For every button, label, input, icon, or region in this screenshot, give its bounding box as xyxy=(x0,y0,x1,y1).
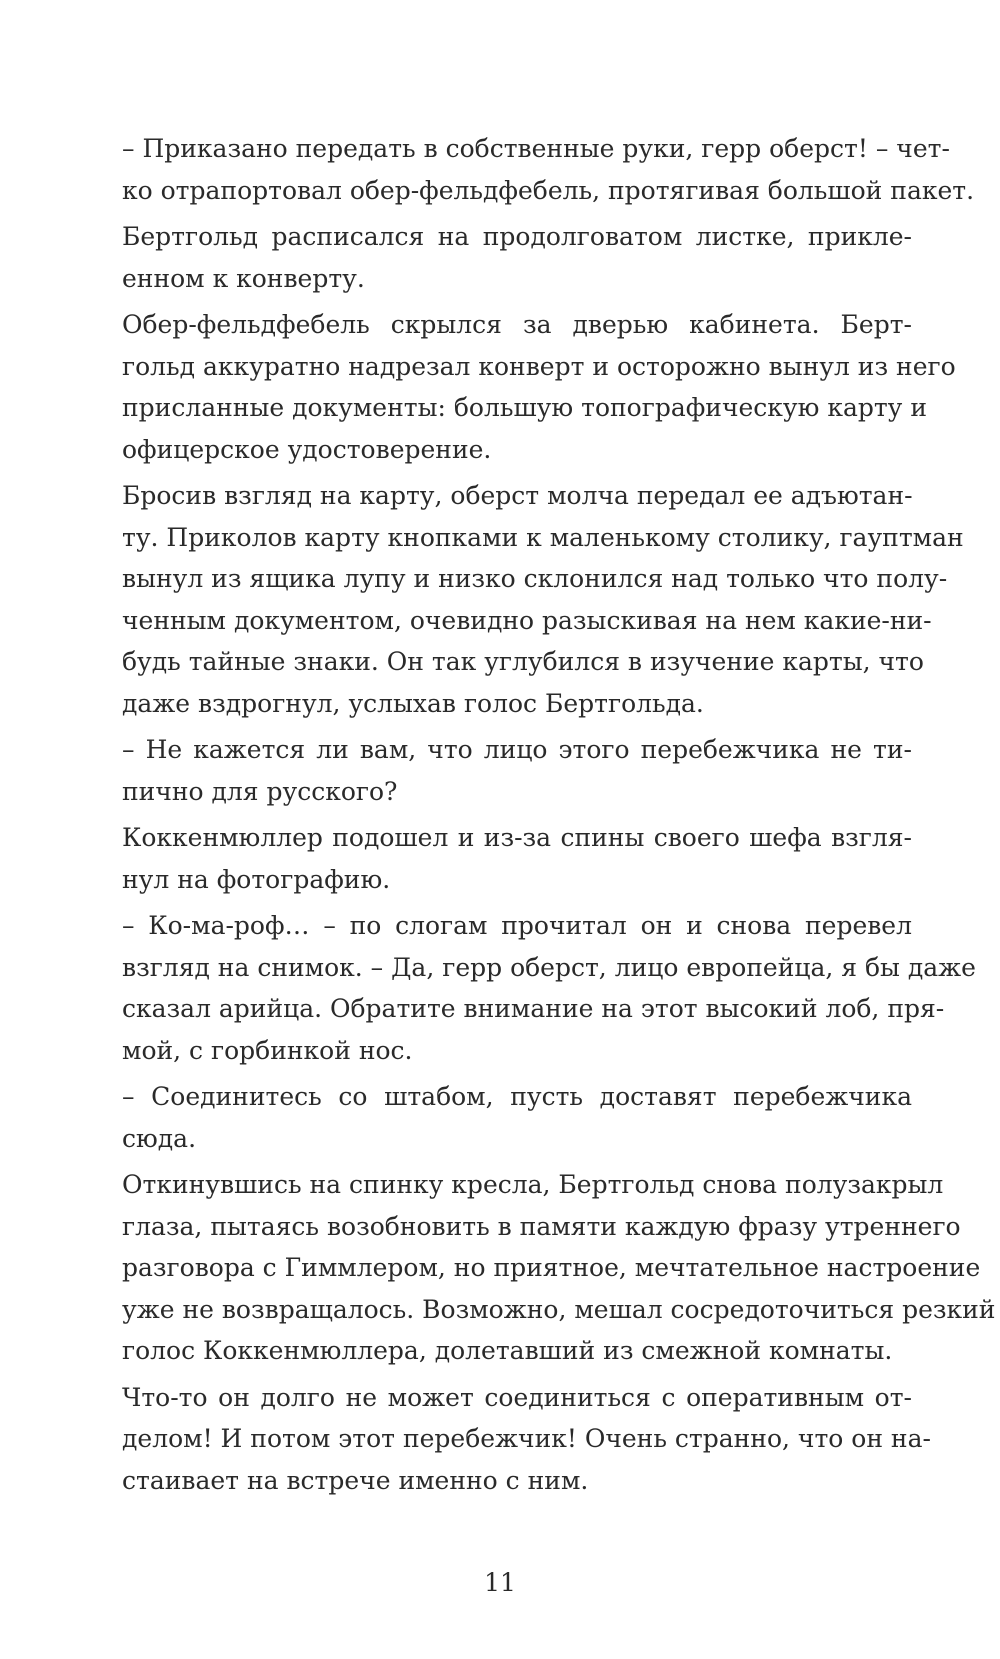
paragraph xyxy=(122,817,912,900)
text-line: пично для русского? xyxy=(122,776,398,806)
text-line: Откинувшись на спинку кресла, Бертгольд снова полузакрыл xyxy=(122,1170,944,1199)
text-line: взгляд на снимок. – Да, герр оберст, лицо европейца, я бы даже xyxy=(122,952,976,982)
text-line: – Ко-ма-роф… – по слогам прочитал он и снова перевел xyxy=(122,911,912,940)
text-line: Что-то он долго не может соединиться с оперативным от- xyxy=(122,1382,912,1412)
text-line: разговора с Гиммлером, но приятное, мечтательное настроение xyxy=(122,1253,981,1282)
text-line: – Соединитесь со штабом, пусть доставят перебежчика xyxy=(122,1082,912,1111)
paragraph xyxy=(122,128,975,211)
text-line: глаза, пытаясь возобновить в памяти каждую фразу утреннего xyxy=(122,1211,961,1241)
paragraph xyxy=(122,1164,996,1372)
text-line: ченным документом, очевидно разыскивая на нем какие-ни- xyxy=(122,605,932,635)
text-line: Бросив взгляд на карту, оберст молча передал ее адъютан- xyxy=(122,481,913,510)
paragraph xyxy=(122,1377,931,1502)
text-line: голос Коккенмюллера, долетавший из смежной комнаты. xyxy=(122,1336,893,1365)
text-line: нул на фотографию. xyxy=(122,864,391,894)
paragraph xyxy=(122,905,976,1071)
paragraph xyxy=(122,1076,912,1159)
text-line: Коккенмюллер подошел и из-за спины своего шефа взгля- xyxy=(122,823,912,852)
text-line: сюда. xyxy=(122,1123,197,1153)
text-line: Обер-фельдфебель скрылся за дверью кабинета. Берт- xyxy=(122,310,912,339)
body-text xyxy=(122,128,996,1506)
paragraph xyxy=(122,475,964,724)
text-line: – Не кажется ли вам, что лицо этого перебежчика не ти- xyxy=(122,735,912,764)
text-line: енном к конверту. xyxy=(122,263,365,293)
page-number: 11 xyxy=(484,1568,516,1597)
text-line: ко отрапортовал обер-фельдфебель, протягивая большой пакет. xyxy=(122,175,975,205)
text-line: сказал арийца. Обратите внимание на этот высокий лоб, пря- xyxy=(122,994,945,1023)
text-line: мой, с горбинкой нос. xyxy=(122,1035,413,1065)
text-line: уже не возвращалось. Возможно, мешал сосредоточиться резкий xyxy=(122,1294,996,1324)
paragraph xyxy=(122,729,912,812)
paragraph xyxy=(122,304,956,470)
text-line: – Приказано передать в собственные руки, герр оберст! – чет- xyxy=(122,134,950,163)
paragraph xyxy=(122,216,912,299)
text-line: Бертгольд расписался на продолговатом листке, прикле- xyxy=(122,222,912,251)
text-line: присланные документы: большую топографическую карту и xyxy=(122,393,928,422)
text-line: будь тайные знаки. Он так углубился в изучение карты, что xyxy=(122,647,924,676)
text-line: офицерское удостоверение. xyxy=(122,434,492,464)
text-line: ту. Приколов карту кнопками к маленькому столику, гауптман xyxy=(122,522,964,552)
text-line: делом! И потом этот перебежчик! Очень странно, что он на- xyxy=(122,1424,931,1453)
text-line: даже вздрогнул, услыхав голос Бертгольда. xyxy=(122,688,704,718)
text-line: вынул из ящика лупу и низко склонился над только что полу- xyxy=(122,564,948,593)
text-line: стаивает на встрече именно с ним. xyxy=(122,1465,589,1495)
text-line: гольд аккуратно надрезал конверт и осторожно вынул из него xyxy=(122,351,956,381)
